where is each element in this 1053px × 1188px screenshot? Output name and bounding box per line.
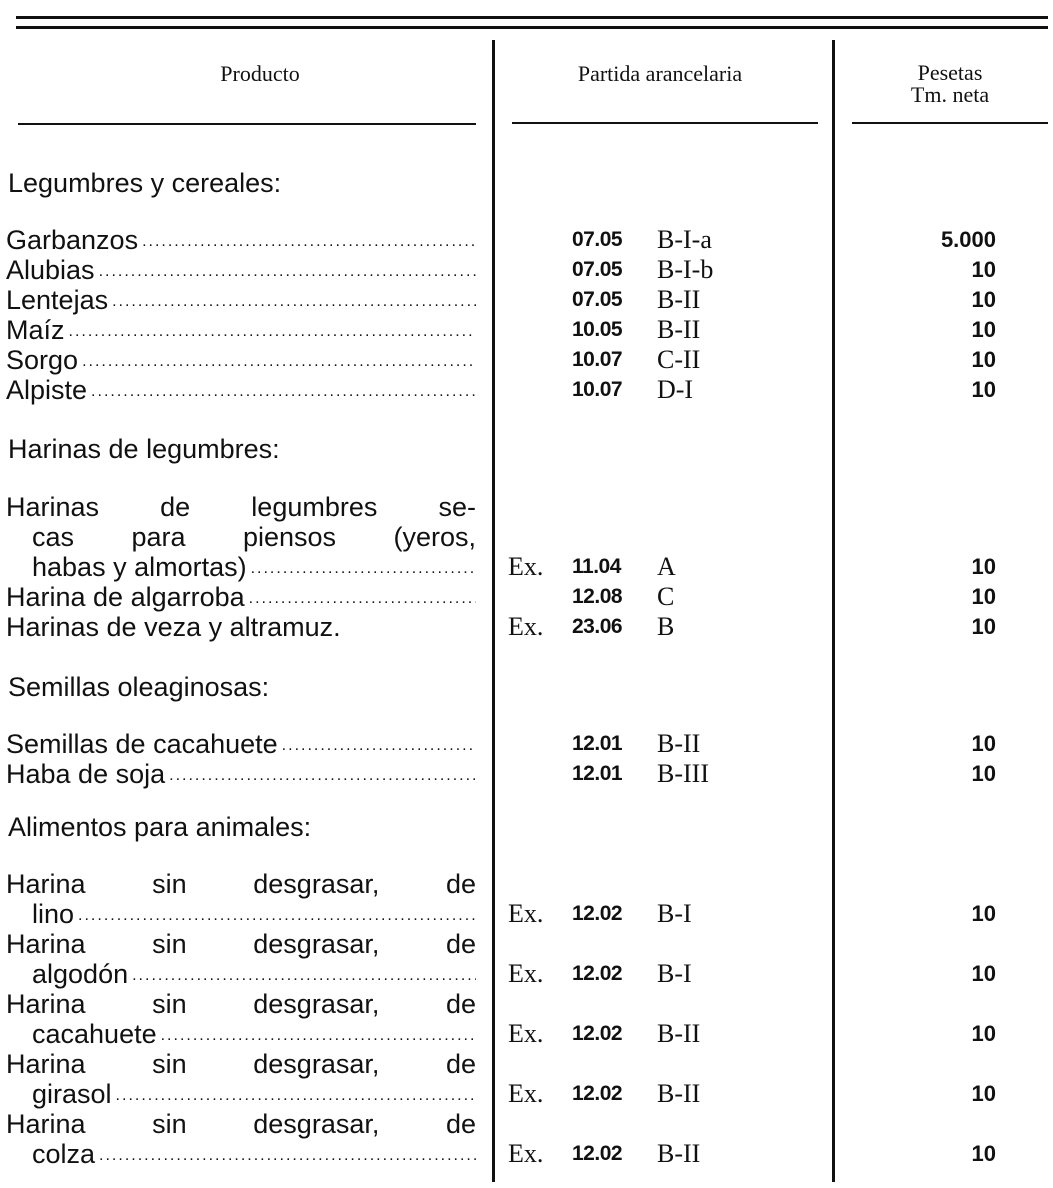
pesetas-value: 10 (971, 614, 996, 639)
tariff-ex: Ex. (508, 612, 544, 641)
leader-dots (74, 899, 476, 929)
tariff-suffix: A (657, 552, 676, 581)
product-line (6, 315, 476, 345)
tariff-ex: Ex. (508, 1139, 544, 1168)
tariff-ex: Ex. (508, 1019, 544, 1048)
product-line-text: girasol (32, 1079, 112, 1109)
product-name (6, 255, 476, 285)
tariff-suffix: D-I (657, 375, 694, 404)
product-line-text: Harina sin desgrasar, de (6, 1049, 476, 1079)
tariff-code: 12.02 (572, 962, 623, 985)
product-name (6, 759, 476, 789)
product-line-text: Sorgo (6, 345, 79, 375)
product-line-text: Alubias (6, 255, 95, 285)
product-line-text: cas para piensos (yeros, (32, 522, 476, 552)
pesetas-value: 10 (971, 584, 996, 609)
leader-dots (128, 959, 476, 989)
section-title: Harinas de legumbres: (8, 434, 280, 464)
section-title: Semillas oleaginosas: (8, 672, 270, 702)
top-rule-upper (16, 16, 1048, 19)
product-name (6, 929, 476, 989)
tariff-code: 07.05 (572, 288, 623, 311)
column-separator-1 (492, 40, 495, 1182)
product-line (6, 345, 476, 375)
product-name (6, 375, 476, 405)
product-name (6, 582, 476, 612)
product-line (6, 1019, 476, 1049)
tariff-suffix: B-II (657, 729, 701, 758)
product-line (6, 1079, 476, 1109)
tariff-suffix: B-II (657, 1079, 701, 1108)
tariff-suffix: B-I-a (657, 225, 712, 254)
leader-dots (112, 1079, 476, 1109)
product-line (6, 729, 476, 759)
product-line (6, 1049, 476, 1079)
header-pesetas (850, 62, 1050, 106)
pesetas-value: 10 (971, 1081, 996, 1106)
product-name (6, 285, 476, 315)
product-name (6, 345, 476, 375)
leader-dots (247, 552, 476, 582)
leader-dots (138, 225, 476, 255)
tariff-suffix: C (657, 582, 675, 611)
column-separator-2 (832, 40, 835, 1182)
tariff-suffix: B-II (657, 285, 701, 314)
tariff-ex: Ex. (508, 552, 544, 581)
product-line (6, 759, 476, 789)
product-name (6, 869, 476, 929)
product-line (6, 225, 476, 255)
header-underline-partida (512, 122, 818, 124)
leader-dots (278, 729, 476, 759)
tariff-code: 11.04 (572, 555, 621, 578)
tariff-suffix: B-I-b (657, 255, 714, 284)
product-name (6, 612, 476, 642)
header-underline-pesetas (852, 122, 1048, 124)
product-line-text: Garbanzos (6, 225, 139, 255)
product-name (6, 492, 476, 582)
product-name (6, 989, 476, 1049)
product-line-text: cacahuete (32, 1019, 157, 1049)
tariff-ex: Ex. (508, 899, 544, 928)
product-line-text: Harina sin desgrasar, de (6, 989, 476, 1019)
pesetas-value: 10 (971, 377, 996, 402)
product-line-text: Lentejas (6, 285, 109, 315)
product-line-text: Harinas de veza y altramuz. (6, 612, 341, 642)
leader-dots (87, 375, 476, 405)
section-title: Legumbres y cereales: (8, 168, 282, 198)
tariff-code: 10.07 (572, 378, 623, 401)
tariff-code: 12.01 (572, 762, 623, 785)
product-name (6, 1049, 476, 1109)
product-name (6, 315, 476, 345)
pesetas-value: 10 (971, 961, 996, 986)
product-line (6, 1139, 476, 1169)
tariff-code: 12.02 (572, 1022, 623, 1045)
product-line-text: Harina sin desgrasar, de (6, 1109, 476, 1139)
pesetas-value: 10 (971, 317, 996, 342)
leader-dots (108, 285, 476, 315)
product-line-text: habas y almortas) (32, 552, 247, 582)
leader-dots (95, 255, 476, 285)
tariff-code: 12.02 (572, 902, 623, 925)
product-line (6, 929, 476, 959)
product-line (6, 612, 476, 642)
leader-dots (78, 345, 476, 375)
product-line (6, 522, 476, 552)
tariff-code: 10.07 (572, 348, 623, 371)
tariff-suffix: B-III (657, 759, 709, 788)
tariff-code: 10.05 (572, 318, 623, 341)
tariff-code: 07.05 (572, 228, 623, 251)
product-line-text: colza (32, 1139, 96, 1169)
pesetas-value: 10 (971, 1021, 996, 1046)
leader-dots (65, 315, 476, 345)
product-line (6, 582, 476, 612)
header-pesetas-line1: Pesetas (917, 60, 983, 85)
product-line (6, 255, 476, 285)
pesetas-value: 10 (971, 554, 996, 579)
product-line-text: lino (32, 899, 75, 929)
product-line (6, 899, 476, 929)
pesetas-value: 10 (971, 287, 996, 312)
tariff-suffix: B-II (657, 1139, 701, 1168)
product-line-text: Maíz (6, 315, 65, 345)
product-line-text: Haba de soja (6, 759, 166, 789)
product-line (6, 492, 476, 522)
tariff-code: 23.06 (572, 615, 623, 638)
leader-dots (157, 1019, 476, 1049)
tariff-code: 07.05 (572, 258, 623, 281)
tariff-ex: Ex. (508, 959, 544, 988)
tariff-ex: Ex. (508, 1079, 544, 1108)
section-title: Alimentos para animales: (8, 812, 312, 842)
leader-dots (95, 1139, 476, 1169)
product-line (6, 959, 476, 989)
tariff-suffix: B (657, 612, 675, 641)
product-line (6, 375, 476, 405)
product-name (6, 1109, 476, 1169)
pesetas-value: 10 (971, 761, 996, 786)
pesetas-value: 10 (971, 257, 996, 282)
product-line-text: Alpiste (6, 375, 88, 405)
product-line-text: algodón (32, 959, 129, 989)
header-pesetas-line2: Tm. neta (910, 82, 990, 107)
product-line-text: Harinas de legumbres se- (6, 492, 476, 522)
pesetas-value: 5.000 (940, 227, 996, 252)
product-line-text: Harina de algarroba (6, 582, 245, 612)
product-name (6, 729, 476, 759)
tariff-code: 12.01 (572, 732, 623, 755)
tariff-code: 12.02 (572, 1082, 623, 1105)
tariff-suffix: C-II (657, 345, 701, 374)
tariff-code: 12.02 (572, 1142, 623, 1165)
product-line (6, 1109, 476, 1139)
product-name (6, 225, 476, 255)
header-producto: Producto (220, 61, 300, 86)
tariff-suffix: B-II (657, 315, 701, 344)
pesetas-value: 10 (971, 901, 996, 926)
tariff-suffix: B-I (657, 899, 692, 928)
tariff-suffix: B-II (657, 1019, 701, 1048)
product-line (6, 285, 476, 315)
pesetas-value: 10 (971, 1141, 996, 1166)
product-line (6, 869, 476, 899)
product-line-text: Semillas de cacahuete (6, 729, 278, 759)
leader-dots (245, 582, 476, 612)
tariff-suffix: B-I (657, 959, 692, 988)
pesetas-value: 10 (971, 731, 996, 756)
leader-dots (165, 759, 476, 789)
pesetas-value: 10 (971, 347, 996, 372)
top-rule-lower (16, 26, 1048, 29)
header-partida-arancelaria: Partida arancelaria (577, 61, 743, 86)
header-underline-producto (18, 123, 476, 125)
product-line-text: Harina sin desgrasar, de (6, 929, 476, 959)
tariff-code: 12.08 (572, 585, 623, 608)
product-line-text: Harina sin desgrasar, de (6, 869, 476, 899)
product-line (6, 989, 476, 1019)
product-line (6, 552, 476, 582)
